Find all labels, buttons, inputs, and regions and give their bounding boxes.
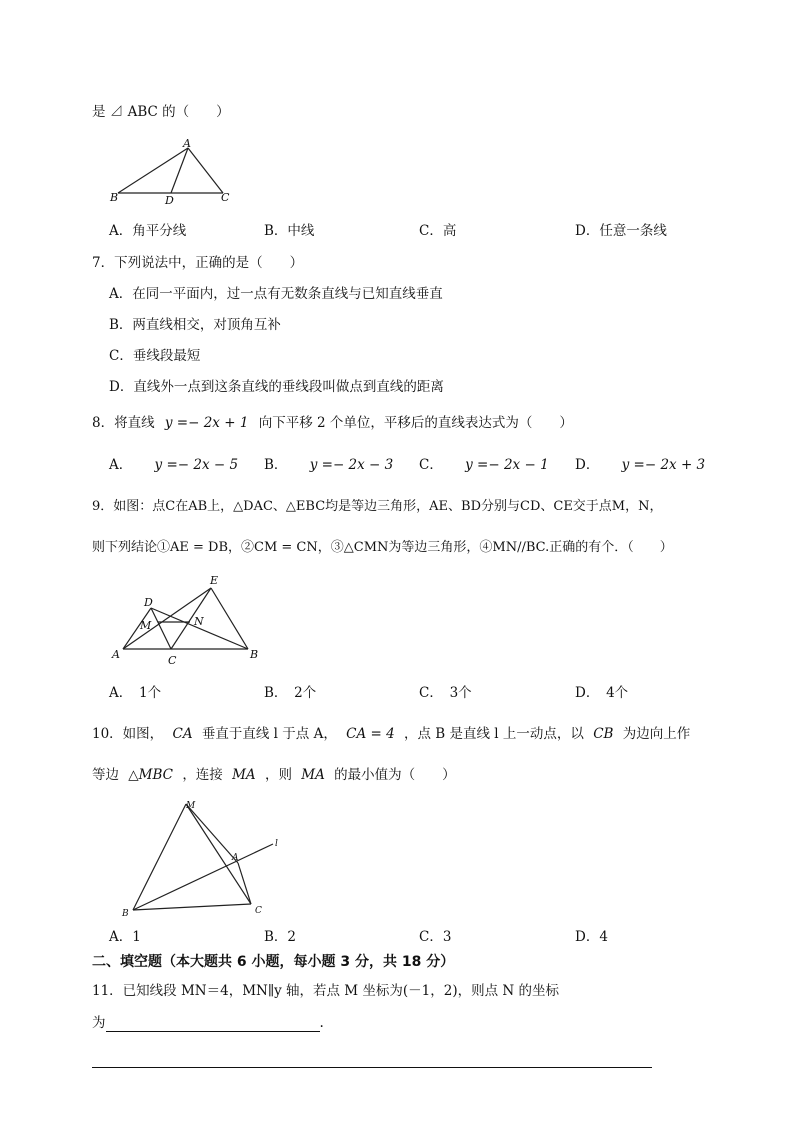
q8-stem [92, 414, 573, 432]
q9-triangles-figure [108, 570, 268, 670]
q6-side-ab [118, 148, 188, 193]
q9-label-m: M [140, 619, 152, 632]
q10-text-7: ，则 [264, 767, 292, 783]
q8-option-c-equation: y =− 2x − 1 [465, 457, 549, 473]
q6-label-c: C [221, 191, 230, 204]
q6-stem-tail: 是 ⊿ ABC 的（ ） [92, 104, 230, 120]
q10-equilateral-figure [118, 798, 288, 920]
q10-option-a: A．1 [109, 929, 141, 945]
q10-stem-line2 [92, 766, 456, 784]
q10-math-ma: MA [232, 767, 256, 783]
q8-option-d-equation: y =− 2x + 3 [621, 457, 706, 473]
q6-option-c: C．高 [419, 223, 457, 239]
q10-line-mc [186, 804, 251, 904]
q10-math-cb: CB [593, 726, 614, 742]
q10-line-mb [133, 804, 186, 910]
q10-option-d: D．4 [575, 929, 608, 945]
q8-option-a-label: A． [109, 457, 133, 473]
q6-triangle-figure [108, 138, 238, 208]
q9-line-dc [151, 608, 171, 649]
q10-text-8: 的最小值为（ ） [334, 767, 456, 783]
q8-option-b [264, 456, 393, 474]
q8-stem-equation: y =− 2x + 1 [164, 415, 249, 431]
q10-math-ca-eq-4: CA = 4 [346, 726, 395, 742]
q11-answer-blank[interactable] [106, 1018, 320, 1032]
q6-option-d: D．任意一条线 [575, 223, 667, 239]
q10-text-5: 等边 [92, 767, 119, 783]
q7-option-c: C．垂线段最短 [109, 348, 201, 364]
q8-option-b-label: B． [264, 457, 288, 473]
q6-option-b: B．中线 [264, 223, 315, 239]
q10-text-6: ，连接 [182, 767, 223, 783]
q10-line-l [133, 844, 273, 910]
q11-stem-line2 [92, 1014, 324, 1032]
q9-label-c: C [168, 654, 177, 667]
q8-option-a [109, 456, 238, 474]
q9-option-d: D． 4个 [575, 685, 629, 701]
q9-stem-line1: 9．如图：点C在AB上，△DAC、△EBC均是等边三角形，AE、BD分别与CD、CE交于点M，N， [92, 499, 663, 514]
q10-label-l: l [275, 839, 278, 849]
q10-math-ma-2: MA [301, 767, 325, 783]
q9-option-a: A． 1个 [109, 685, 162, 701]
q9-label-d: D [144, 596, 153, 609]
q8-stem-prefix: 8．将直线 [92, 415, 155, 431]
q10-text-4: 为边向上作 [622, 726, 691, 742]
q6-label-d: D [165, 194, 174, 207]
q9-label-e: E [210, 574, 219, 587]
q8-stem-suffix: 向下平移 2 个单位，平移后的直线表达式为（ ） [258, 415, 573, 431]
q10-line-bc [133, 904, 251, 910]
q10-label-m: M [186, 801, 196, 811]
q8-option-a-equation: y =− 2x − 5 [154, 457, 239, 473]
q10-option-b: B．2 [264, 929, 297, 945]
section2-heading: 二、填空题（本大题共 6 小题，每小题 3 分，共 18 分） [92, 954, 455, 970]
q9-stem-line2: 则下列结论①AE = DB，②CM = CN，③△CMN为等边三角形，④MN//BC.正确的有个．（ ） [92, 540, 673, 555]
q6-side-ac [188, 148, 223, 193]
q10-line-ma [186, 804, 238, 863]
q10-option-c: C．3 [419, 929, 452, 945]
q8-option-b-equation: y =− 2x − 3 [309, 457, 394, 473]
q10-label-a: A [232, 853, 239, 863]
q6-label-a: A [183, 138, 191, 150]
q10-line-ca [238, 863, 251, 904]
footer-divider [92, 1067, 652, 1068]
q7-option-d: D．直线外一点到这条直线的垂线段叫做点到直线的距离 [109, 379, 444, 395]
q7-stem: 7．下列说法中，正确的是（ ） [92, 255, 304, 271]
q9-line-eb [211, 588, 248, 649]
q7-option-b: B．两直线相交，对顶角互补 [109, 317, 281, 333]
q9-label-a: A [112, 648, 120, 661]
q10-label-c: C [255, 906, 262, 916]
q9-option-b: B． 2个 [264, 685, 317, 701]
q9-option-c: C． 3个 [419, 685, 472, 701]
q10-stem-line1 [92, 725, 690, 743]
q10-text-2: 垂直于直线 l 于点 A， [201, 726, 337, 742]
q8-option-d-label: D． [575, 457, 600, 473]
q8-option-c-label: C． [419, 457, 443, 473]
q11-stem-line1: 11．已知线段 MN＝4，MN∥y 轴，若点 M 坐标为(－1，2)，则点 N 的坐标 [92, 983, 559, 999]
q11-suffix: . [319, 1015, 324, 1031]
q8-option-d [575, 456, 705, 474]
q11-prefix: 为 [92, 1015, 106, 1031]
q6-segment-ad [171, 148, 188, 193]
q9-label-n: N [194, 615, 204, 628]
q7-option-a: A．在同一平面内，过一点有无数条直线与已知直线垂直 [109, 286, 443, 302]
q6-label-b: B [110, 191, 119, 204]
q6-option-a: A．角平分线 [109, 223, 187, 239]
q9-label-b: B [250, 648, 259, 661]
q10-text-1: 10．如图， [92, 726, 164, 742]
q10-math-mbc: △MBC [128, 767, 174, 783]
q10-math-ca: CA [172, 726, 193, 742]
q10-label-b: B [122, 909, 129, 919]
q8-option-c [419, 456, 549, 474]
q10-text-3: ，点 B 是直线 l 上一动点，以 [403, 726, 584, 742]
